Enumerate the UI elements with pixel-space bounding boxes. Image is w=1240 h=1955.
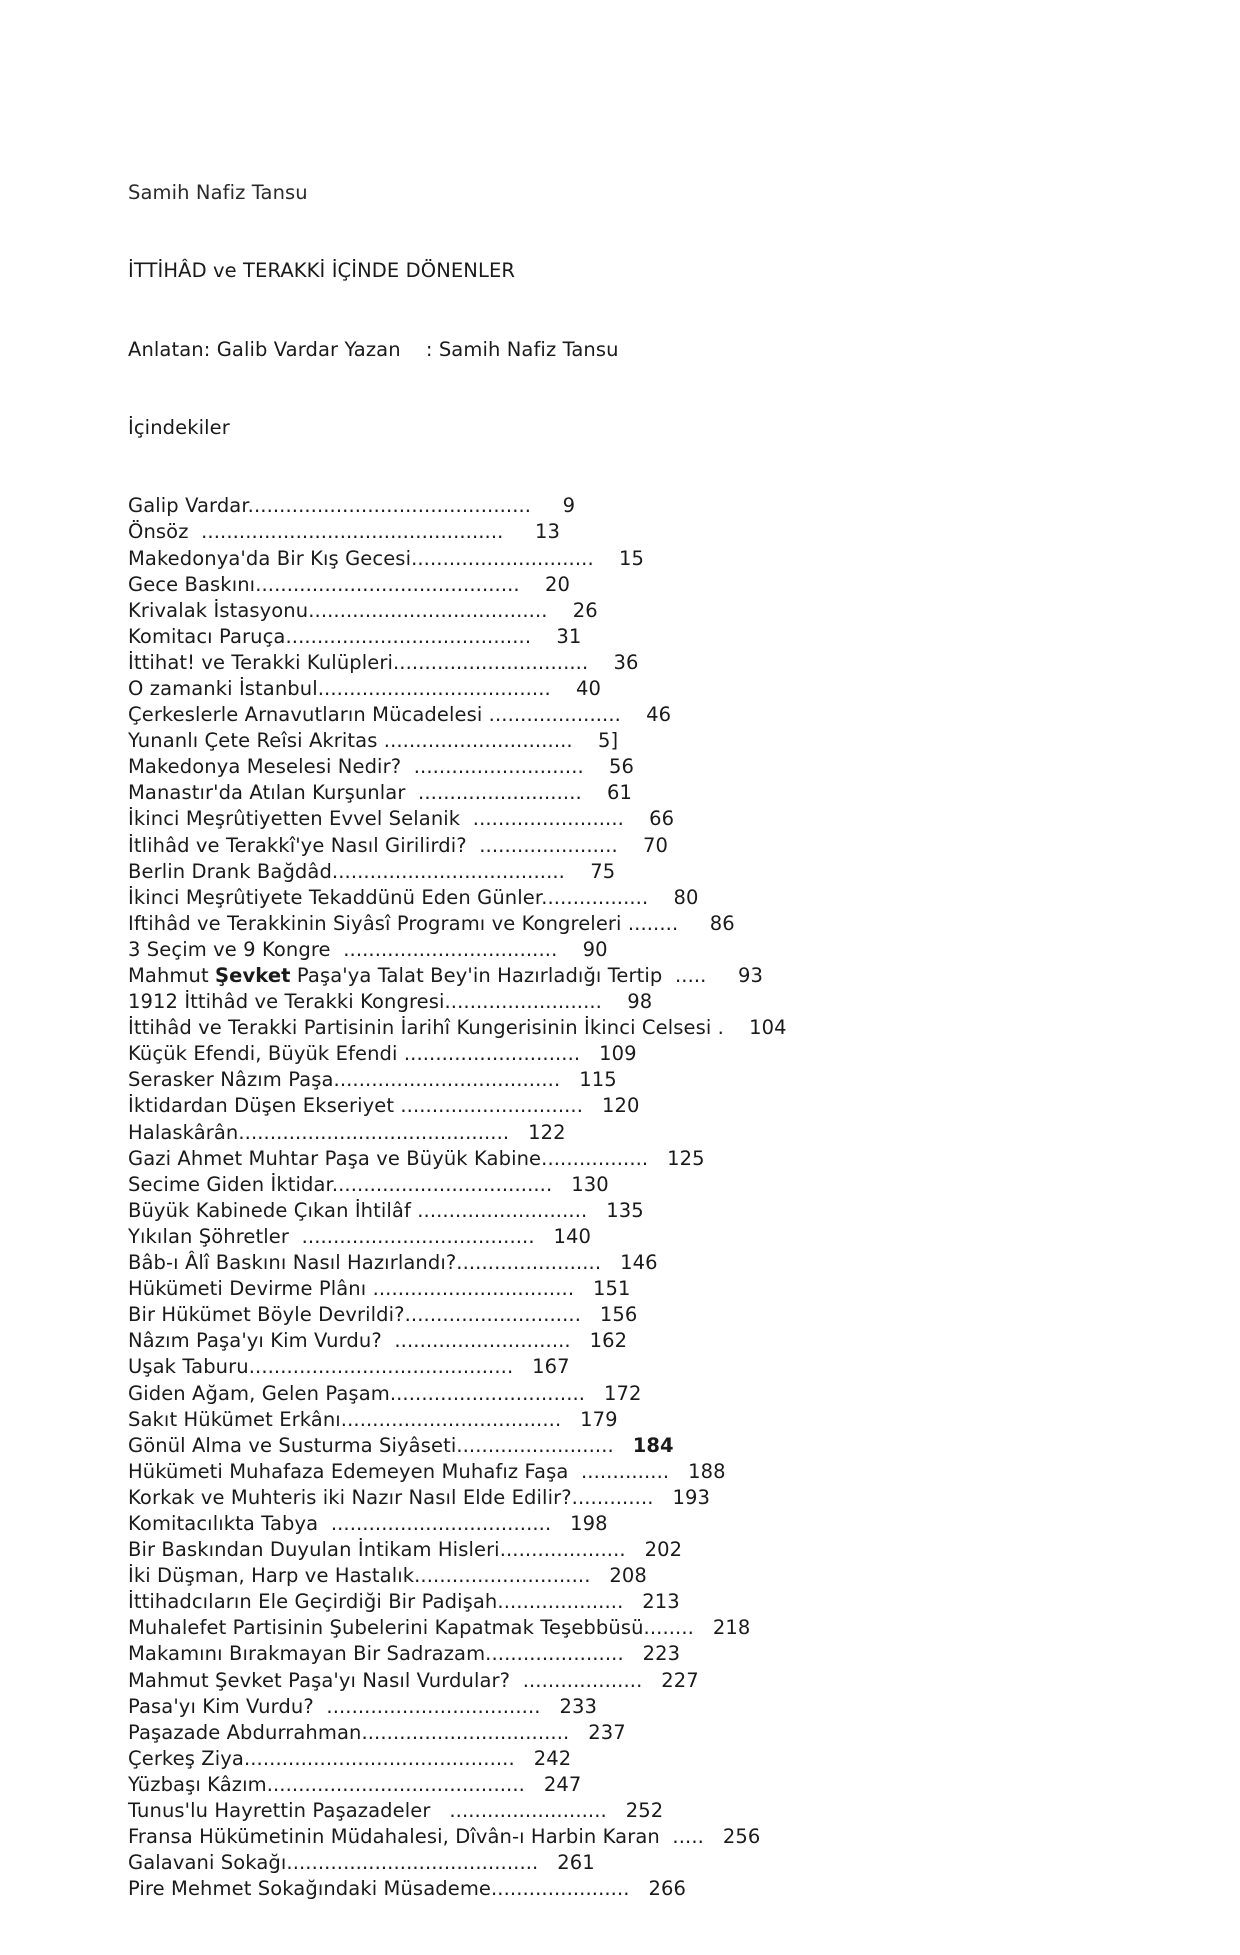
toc-entry-page-number: 233 [559, 1694, 597, 1718]
toc-entry-title: Hükümeti Muhafaza Edemeyen Muhafız Faşa .............. [128, 1459, 670, 1483]
toc-entry[interactable] [128, 1276, 1240, 1302]
toc-entry-page-number: 125 [667, 1146, 705, 1170]
toc-entry-page-number: 120 [601, 1094, 640, 1118]
toc-entry-title: Berlin Drank Bağdâd..................................... [128, 859, 565, 883]
toc-entry[interactable] [128, 833, 1240, 859]
toc-entry[interactable] [128, 754, 1240, 780]
toc-entry-title: İtlihâd ve Terakkî'ye Nasıl Girilirdi? ...................... [128, 833, 618, 857]
toc-entry-title: Pasa'yı Kim Vurdu? .................................. [128, 1694, 541, 1718]
toc-entry-page-number: 9 [562, 494, 576, 518]
toc-entry-page-number: 130 [571, 1172, 609, 1196]
toc-entry-title: Gazi Ahmet Muhtar Paşa ve Büyük Kabine................. [128, 1146, 649, 1170]
toc-entry[interactable] [128, 1224, 1240, 1250]
toc-entry[interactable] [128, 572, 1240, 598]
toc-entry-page-number: 61 [607, 781, 633, 805]
toc-entry-page-number: 98 [627, 990, 653, 1014]
toc-entry[interactable] [128, 676, 1240, 702]
toc-entry[interactable] [128, 1381, 1240, 1407]
toc-entry-title: Korkak ve Muhteris iki Nazır Nasıl Elde Edilir?............. [128, 1485, 654, 1509]
toc-entry-page-number: 135 [606, 1198, 644, 1222]
toc-entry-page-number: 208 [609, 1564, 647, 1588]
toc-entry[interactable] [128, 780, 1240, 806]
toc-entry-title: Mahmut Şevket Paşa'ya Talat Bey'in Hazırladığı Tertip ..... [128, 964, 707, 987]
toc-entry-page-number: 70 [643, 833, 669, 857]
toc-entry-title: Komitacı Paruça....................................... [128, 624, 532, 648]
author-name: Samih Nafiz Tansu [128, 181, 308, 205]
toc-entry-title: Uşak Taburu.......................................... [128, 1355, 514, 1379]
toc-entry[interactable] [128, 859, 1240, 885]
toc-entry[interactable] [128, 1067, 1240, 1093]
toc-entry[interactable] [128, 1198, 1240, 1224]
toc-entry-title: Fransa Hükümetinin Müdahalesi, Dîvân-ı Harbin Karan ..... [128, 1825, 704, 1849]
toc-entry[interactable] [128, 1720, 1240, 1746]
toc-entry-title: İktidardan Düşen Ekseriyet ............................. [128, 1094, 584, 1118]
toc-entry-page-number: 179 [580, 1407, 618, 1431]
toc-entry[interactable] [128, 1433, 1240, 1459]
toc-entry[interactable] [128, 702, 1240, 728]
toc-entry-title: İkinci Meşrûtiyetten Evvel Selanik ........................ [128, 807, 624, 831]
toc-entry-title: Halaskârân........................................... [128, 1120, 510, 1144]
toc-entry-title: Tunus'lu Hayrettin Paşazadeler ......................... [128, 1799, 607, 1822]
toc-entry[interactable] [128, 1668, 1240, 1694]
toc-entry-title: Çerkeslerle Arnavutların Mücadelesi ..................... [128, 703, 621, 727]
toc-entry-title: 3 Seçim ve 9 Kongre .................................. [128, 937, 558, 961]
toc-entry[interactable] [128, 1250, 1240, 1276]
toc-entry-title: Yüzbaşı Kâzım......................................... [128, 1772, 525, 1796]
toc-entry-page-number: 75 [590, 859, 616, 883]
toc-entry-page-number: 218 [712, 1616, 751, 1640]
toc-entry-page-number: 93 [737, 964, 763, 987]
toc-entry-page-number: 109 [599, 1042, 637, 1066]
toc-entry-page-number: 151 [593, 1277, 631, 1301]
toc-entry-page-number: 122 [528, 1120, 566, 1144]
toc-entry-page-number: 5] [597, 729, 619, 753]
toc-entry-title: Makedonya Meselesi Nedir? ........................... [128, 755, 584, 779]
toc-entry-title: Makamını Bırakmayan Bir Sadrazam...................... [128, 1642, 624, 1666]
toc-entry[interactable] [128, 1824, 1240, 1850]
toc-entry-title: İkinci Meşrûtiyete Tekaddünü Eden Günler................. [128, 885, 649, 909]
toc-entry-page-number: 20 [544, 572, 570, 596]
toc-entry[interactable] [128, 1798, 1240, 1824]
credits-line: Anlatan: Galib Vardar Yazan : Samih Nafiz Tansu [128, 337, 619, 361]
toc-entry-title: Makedonya'da Bir Kış Gecesi............................. [128, 546, 594, 570]
toc-entry-page-number: 202 [644, 1538, 683, 1562]
toc-entry-page-number: 167 [532, 1355, 570, 1379]
toc-entry[interactable] [128, 1563, 1240, 1589]
toc-entry-title: Gece Baskını.......................................... [128, 572, 520, 596]
toc-entry[interactable] [128, 1850, 1240, 1876]
toc-entry-page-number: 15 [618, 546, 644, 570]
toc-entry-page-number: 156 [599, 1303, 638, 1327]
toc-entry-page-number: 188 [688, 1459, 726, 1483]
toc-entry[interactable] [128, 885, 1240, 911]
toc-entry[interactable] [128, 1328, 1240, 1354]
toc-entry-page-number: 40 [576, 676, 602, 700]
toc-entry-page-number: 56 [609, 755, 635, 779]
toc-entry[interactable] [128, 989, 1240, 1015]
toc-entry-title: Krivalak İstasyonu...................................... [128, 598, 548, 622]
toc-entry[interactable] [128, 1537, 1240, 1563]
toc-entry[interactable] [128, 493, 1240, 519]
toc-entry-page-number: 193 [672, 1485, 710, 1509]
toc-entry-title: Serasker Nâzım Paşa.................................... [128, 1068, 561, 1092]
toc-entry-page-number: 172 [604, 1381, 642, 1405]
toc-entry[interactable] [128, 911, 1240, 937]
toc-entry-title: Nâzım Paşa'yı Kim Vurdu? ............................ [128, 1329, 571, 1353]
toc-entry-title: Paşazade Abdurrahman................................. [128, 1720, 570, 1744]
toc-entry[interactable] [128, 937, 1240, 963]
toc-entry-title: İttihâd ve Terakki Partisinin İarihî Kungerisinin İkinci Celsesi . [128, 1016, 724, 1040]
toc-entry-title: Yunanlı Çete Reîsi Akritas .............................. [128, 729, 573, 753]
toc-entry-page-number: 223 [642, 1642, 681, 1666]
toc-entry-list [128, 493, 1240, 1902]
toc-entry-title: Hükümeti Devirme Plânı ................................ [128, 1277, 575, 1301]
toc-entry-page-number: 66 [649, 807, 675, 831]
toc-entry-title: Sakıt Hükümet Erkânı................................... [128, 1407, 562, 1431]
toc-entry-title: 1912 İttihâd ve Terakki Kongresi......................... [128, 990, 602, 1014]
toc-entry-title: Secime Giden İktidar................................... [128, 1172, 553, 1196]
toc-entry-page-number: 115 [579, 1068, 617, 1092]
toc-entry[interactable] [128, 1641, 1240, 1667]
toc-entry[interactable] [128, 963, 1240, 989]
toc-entry-page-number: 26 [572, 598, 598, 622]
toc-entry[interactable] [128, 1485, 1240, 1511]
toc-entry-title: Bâb-ı Âlî Baskını Nasıl Hazırlandı?....................... [128, 1251, 602, 1275]
toc-entry-title: Iftihâd ve Terakkinin Siyâsî Programı ve Kongreleri ........ [128, 911, 679, 935]
toc-entry-title: İttihat! ve Terakki Kulüpleri............................... [128, 650, 589, 674]
toc-entry[interactable] [128, 806, 1240, 832]
toc-entry-title: Komitacılıkta Tabya ................................... [128, 1511, 552, 1535]
toc-entry-title: Manastır'da Atılan Kurşunlar .......................... [128, 781, 582, 805]
toc-entry-title: Çerkeş Ziya........................................... [128, 1746, 515, 1770]
toc-entry-page-number: 266 [648, 1877, 687, 1901]
toc-entry-title: Bir Baskından Duyulan İntikam Hisleri.................... [128, 1538, 626, 1562]
toc-heading: İçindekiler [128, 416, 230, 440]
toc-entry-page-number: 146 [620, 1251, 658, 1275]
toc-entry-page-number: 213 [642, 1590, 680, 1614]
toc-entry-title: Yıkılan Şöhretler ..................................... [128, 1224, 535, 1248]
toc-entry-page-number: 140 [553, 1224, 592, 1248]
toc-entry-title: Küçük Efendi, Büyük Efendi ............................ [128, 1042, 581, 1066]
toc-entry-title: Büyük Kabinede Çıkan İhtilâf ........................... [128, 1198, 588, 1222]
toc-entry-page-number: 242 [533, 1746, 572, 1770]
toc-entry[interactable] [128, 1772, 1240, 1798]
toc-entry-page-number: 252 [625, 1799, 664, 1822]
toc-entry[interactable] [128, 728, 1240, 754]
toc-entry-page-number: 247 [543, 1772, 582, 1796]
toc-entry-page-number: 13 [534, 520, 560, 544]
toc-entry-page-number: 198 [570, 1511, 608, 1535]
toc-entry-page-number: 256 [722, 1825, 761, 1849]
toc-entry[interactable] [128, 519, 1240, 545]
toc-entry[interactable] [128, 546, 1240, 572]
toc-entry[interactable] [128, 1876, 1240, 1902]
toc-entry-title: İttihadcıların Ele Geçirdiği Bir Padişah.................... [128, 1590, 624, 1614]
toc-entry-page-number: 36 [613, 650, 639, 674]
toc-entry[interactable] [128, 1407, 1240, 1433]
toc-entry[interactable] [128, 1615, 1240, 1641]
toc-entry[interactable] [128, 1041, 1240, 1067]
toc-entry[interactable] [128, 1746, 1240, 1772]
toc-entry-title: Önsöz ................................................ [128, 520, 504, 544]
toc-entry-page-number: 261 [557, 1851, 595, 1875]
toc-entry-page-number: 80 [673, 885, 699, 909]
toc-entry[interactable] [128, 624, 1240, 650]
toc-entry[interactable] [128, 1120, 1240, 1146]
toc-entry-page-number: 46 [646, 703, 672, 727]
toc-entry[interactable] [128, 1172, 1240, 1198]
toc-entry[interactable] [128, 1589, 1240, 1615]
toc-entry-title: Galip Vardar............................................. [128, 494, 532, 518]
toc-entry-page-number: 31 [556, 624, 582, 648]
toc-entry-title: Giden Ağam, Gelen Paşam............................... [128, 1381, 586, 1405]
toc-entry-title: Pire Mehmet Sokağındaki Müsademe...................... [128, 1877, 630, 1901]
toc-entry[interactable] [128, 1015, 1240, 1041]
toc-entry-title: Mahmut Şevket Paşa'yı Nasıl Vurdular? ................... [128, 1668, 643, 1692]
toc-entry-page-number: 90 [582, 937, 608, 961]
toc-entry-page-number: 162 [589, 1329, 628, 1353]
toc-entry-page-number: 104 [749, 1016, 787, 1040]
toc-entry-title: Muhalefet Partisinin Şubelerini Kapatmak Teşebbüsü........ [128, 1616, 694, 1640]
toc-entry-page-number: 86 [709, 911, 735, 935]
toc-entry[interactable] [128, 1694, 1240, 1720]
toc-entry[interactable] [128, 1354, 1240, 1380]
table-of-contents [128, 128, 1240, 1955]
toc-entry-page-number: 227 [661, 1668, 699, 1692]
toc-entry-page-number: 184 [632, 1433, 674, 1457]
toc-entry-title: İki Düşman, Harp ve Hastalık............................ [128, 1564, 591, 1588]
toc-entry[interactable] [128, 598, 1240, 624]
toc-entry-title: Gönül Alma ve Susturma Siyâseti......................... [128, 1433, 614, 1457]
toc-entry[interactable] [128, 1511, 1240, 1537]
toc-entry[interactable] [128, 650, 1240, 676]
toc-entry-title: Galavani Sokağı........................................ [128, 1851, 539, 1875]
toc-entry[interactable] [128, 1459, 1240, 1485]
toc-entry-title: O zamanki İstanbul..................................... [128, 676, 551, 700]
book-title: İTTİHÂD ve TERAKKİ İÇİNDE DÖNENLER [128, 259, 516, 283]
toc-entry[interactable] [128, 1093, 1240, 1119]
toc-entry[interactable] [128, 1146, 1240, 1172]
toc-entry[interactable] [128, 1302, 1240, 1328]
toc-entry-title: Bir Hükümet Böyle Devrildi?............................ [128, 1303, 581, 1327]
toc-entry-page-number: 237 [588, 1720, 626, 1744]
